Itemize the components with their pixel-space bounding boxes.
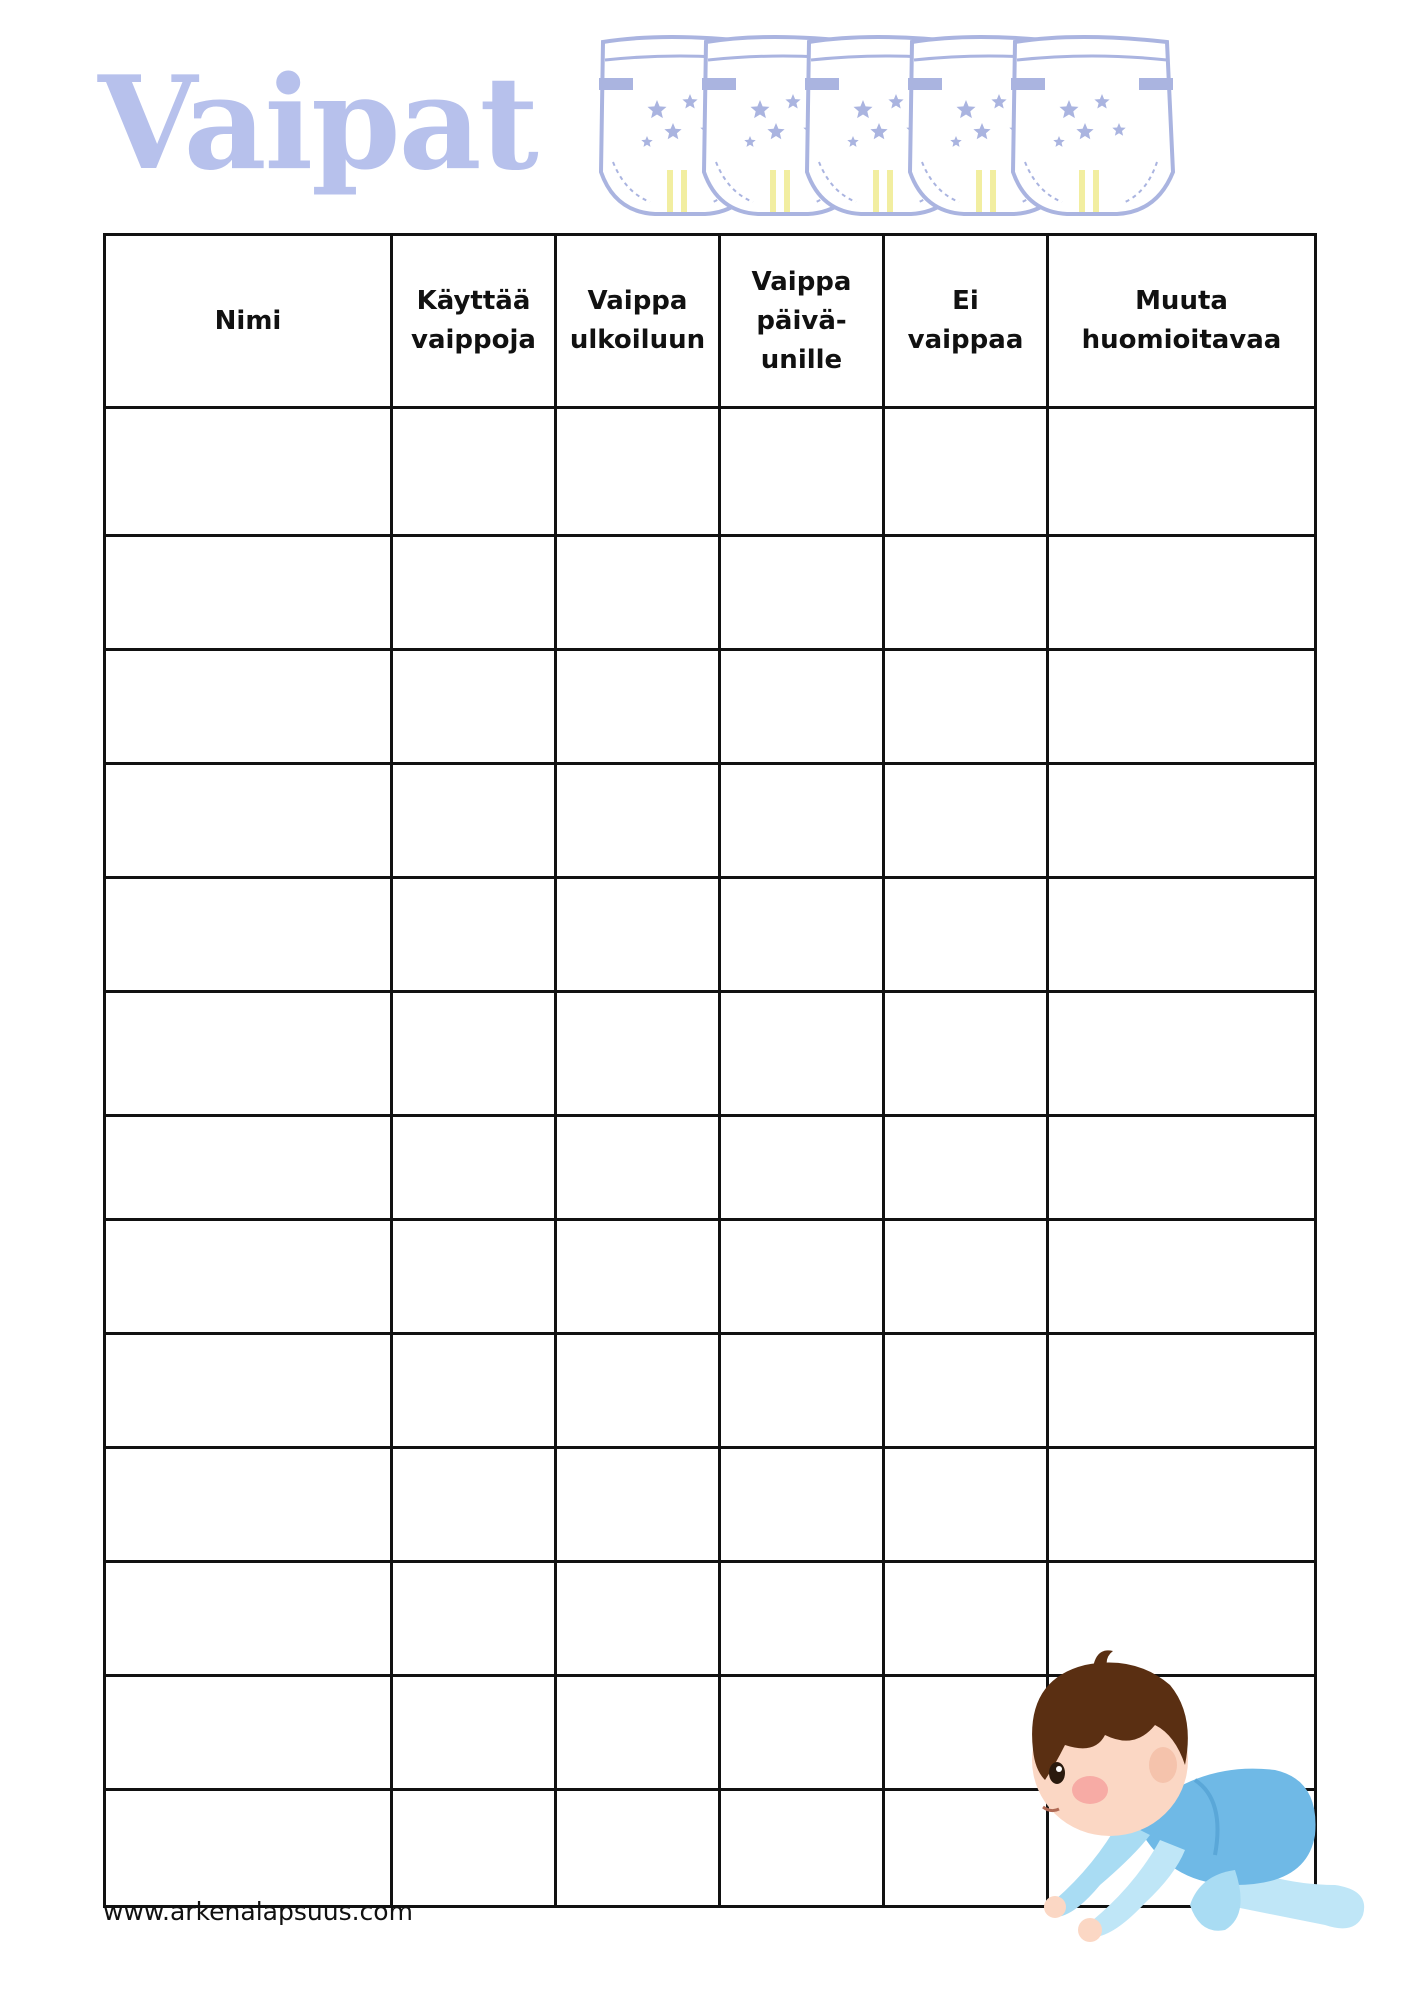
table-cell[interactable]: [884, 536, 1048, 650]
diaper-row-illustration: [595, 32, 1195, 222]
table-cell[interactable]: [884, 1116, 1048, 1220]
table-cell[interactable]: [884, 992, 1048, 1116]
table-cell[interactable]: [720, 1790, 884, 1907]
table-cell[interactable]: [556, 878, 720, 992]
table-cell[interactable]: [720, 1676, 884, 1790]
table-cell[interactable]: [556, 1220, 720, 1334]
crawling-baby-illustration: [985, 1585, 1385, 1965]
table-row: [105, 878, 1316, 992]
table-cell[interactable]: [556, 1116, 720, 1220]
page-title: Vaipat: [98, 49, 537, 199]
table-cell[interactable]: [392, 1116, 556, 1220]
table-cell[interactable]: [720, 1448, 884, 1562]
header-uses-diapers: Käyttää vaippoja: [392, 235, 556, 408]
table-cell[interactable]: [392, 878, 556, 992]
table-cell[interactable]: [556, 536, 720, 650]
table-cell[interactable]: [556, 650, 720, 764]
header-no-diaper: Ei vaippaa: [884, 235, 1048, 408]
table-cell[interactable]: [392, 536, 556, 650]
table-cell[interactable]: [556, 992, 720, 1116]
table-cell[interactable]: [105, 992, 392, 1116]
table-cell[interactable]: [392, 1676, 556, 1790]
table-row: [105, 408, 1316, 536]
table-cell[interactable]: [105, 1334, 392, 1448]
table-cell[interactable]: [105, 536, 392, 650]
header-name: Nimi: [105, 235, 392, 408]
table-cell[interactable]: [1048, 1220, 1316, 1334]
table-cell[interactable]: [1048, 992, 1316, 1116]
table-cell[interactable]: [884, 408, 1048, 536]
table-cell[interactable]: [720, 764, 884, 878]
table-cell[interactable]: [884, 650, 1048, 764]
diaper-icon: [1011, 37, 1173, 214]
table-cell[interactable]: [1048, 878, 1316, 992]
table-cell[interactable]: [720, 1334, 884, 1448]
table-cell[interactable]: [884, 1334, 1048, 1448]
table-cell[interactable]: [884, 1448, 1048, 1562]
table-cell[interactable]: [1048, 764, 1316, 878]
footer-url: www.arkenalapsuus.com: [103, 1897, 413, 1926]
table-cell[interactable]: [105, 1116, 392, 1220]
table-cell[interactable]: [884, 1220, 1048, 1334]
table-cell[interactable]: [720, 536, 884, 650]
table-cell[interactable]: [720, 1220, 884, 1334]
table-cell[interactable]: [884, 878, 1048, 992]
table-cell[interactable]: [1048, 650, 1316, 764]
table-cell[interactable]: [105, 650, 392, 764]
table-cell[interactable]: [556, 1790, 720, 1907]
table-cell[interactable]: [1048, 536, 1316, 650]
table-cell[interactable]: [105, 1220, 392, 1334]
table-row: [105, 764, 1316, 878]
header-diaper-naps: Vaippa päivä- unille: [720, 235, 884, 408]
table-row: [105, 650, 1316, 764]
header-diaper-outdoors: Vaippa ulkoiluun: [556, 235, 720, 408]
table-cell[interactable]: [105, 408, 392, 536]
table-cell[interactable]: [1048, 408, 1316, 536]
table-cell[interactable]: [392, 764, 556, 878]
table-cell[interactable]: [556, 1448, 720, 1562]
table-cell[interactable]: [105, 878, 392, 992]
table-cell[interactable]: [720, 408, 884, 536]
table-cell[interactable]: [392, 650, 556, 764]
table-cell[interactable]: [884, 764, 1048, 878]
table-row: [105, 1448, 1316, 1562]
table-cell[interactable]: [392, 1562, 556, 1676]
table-header-row: [105, 235, 1316, 408]
table-cell[interactable]: [105, 764, 392, 878]
table-cell[interactable]: [556, 408, 720, 536]
table-cell[interactable]: [392, 1334, 556, 1448]
table-cell[interactable]: [556, 1676, 720, 1790]
table-cell[interactable]: [720, 1116, 884, 1220]
table-cell[interactable]: [392, 1448, 556, 1562]
table-cell[interactable]: [392, 1220, 556, 1334]
table-cell[interactable]: [720, 1562, 884, 1676]
table-cell[interactable]: [720, 992, 884, 1116]
table-cell[interactable]: [556, 1562, 720, 1676]
header-other-notes: Muuta huomioitavaa: [1048, 235, 1316, 408]
table-cell[interactable]: [392, 1790, 556, 1907]
table-cell[interactable]: [105, 1790, 392, 1907]
table-row: [105, 1220, 1316, 1334]
table-cell[interactable]: [1048, 1334, 1316, 1448]
table-cell[interactable]: [105, 1562, 392, 1676]
table-cell[interactable]: [392, 408, 556, 536]
table-cell[interactable]: [720, 878, 884, 992]
table-cell[interactable]: [105, 1676, 392, 1790]
table-cell[interactable]: [1048, 1448, 1316, 1562]
table-cell[interactable]: [556, 764, 720, 878]
table-row: [105, 1334, 1316, 1448]
table-cell[interactable]: [1048, 1116, 1316, 1220]
table-cell[interactable]: [720, 650, 884, 764]
table-row: [105, 1116, 1316, 1220]
table-row: [105, 536, 1316, 650]
table-cell[interactable]: [392, 992, 556, 1116]
table-row: [105, 992, 1316, 1116]
table-cell[interactable]: [105, 1448, 392, 1562]
table-cell[interactable]: [556, 1334, 720, 1448]
